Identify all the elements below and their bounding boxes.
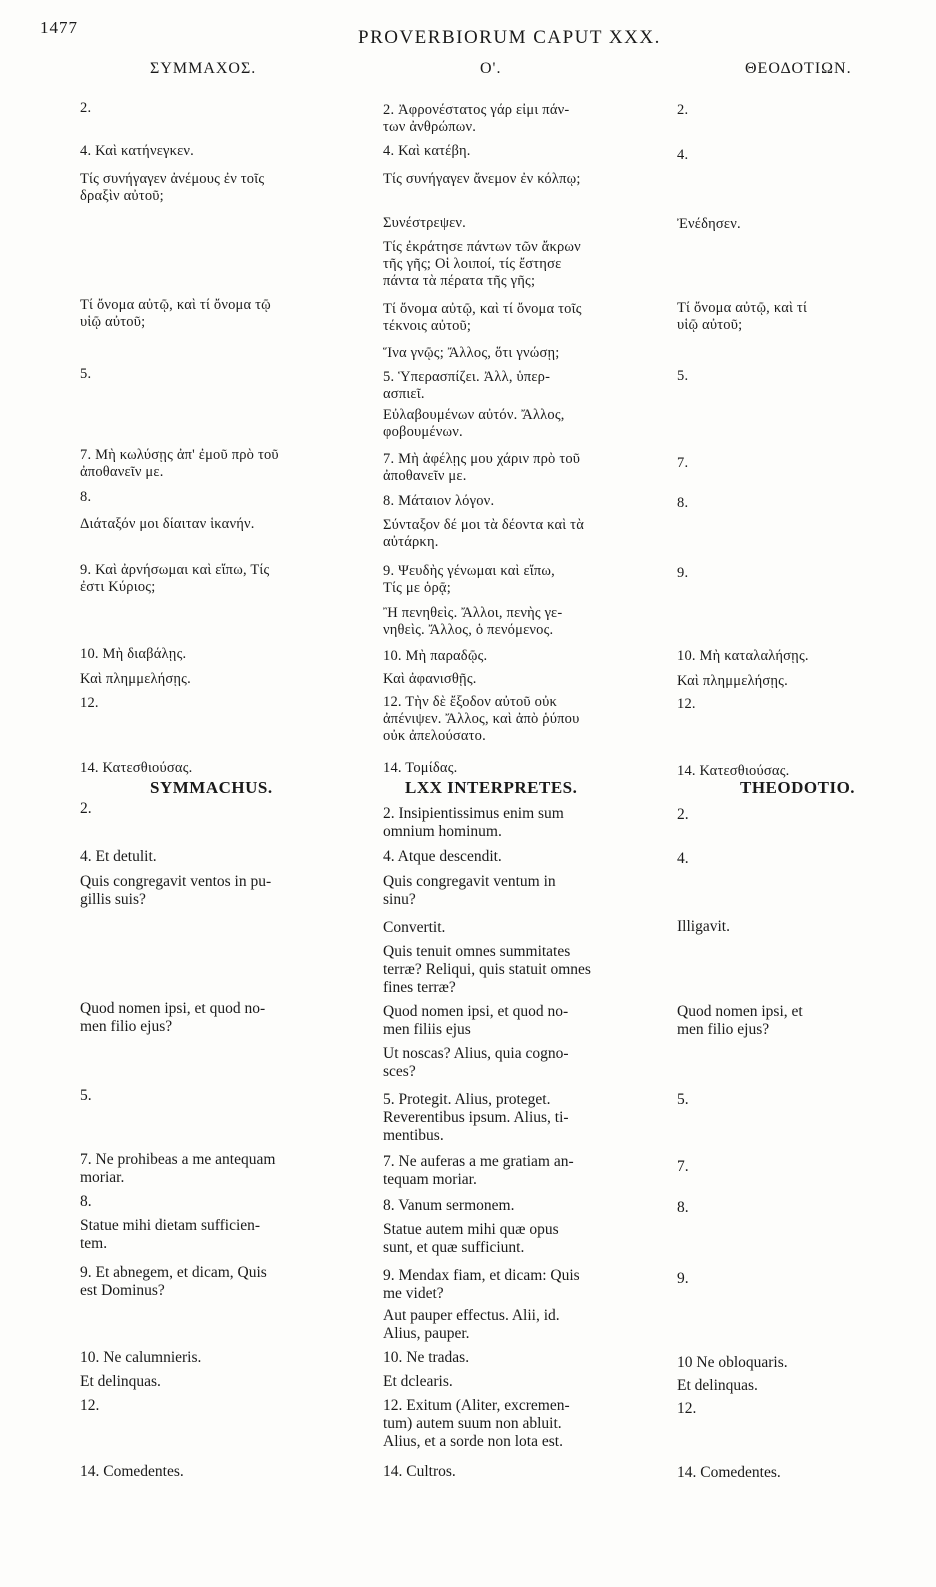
greek-symmachus-entry: 4. Καὶ κατήνεγκεν. <box>80 143 194 159</box>
latin-lxx-entry: 7. Ne auferas a me gratiam an- tequam moriar. <box>383 1153 574 1188</box>
latin-theodotion-entry: 9. <box>677 1270 689 1287</box>
greek-lxx-entry: 2. Ἀφρονέστατος γάρ εἰμι πάν- των ἀνθρώπων. <box>383 102 570 135</box>
greek-symmachus-entry: Τίς συνήγαγεν ἀνέμους ἐν τοῖς δραξὶν αὐτοῦ; <box>80 171 265 204</box>
greek-lxx-entry: Τί ὄνομα αὐτῷ, καὶ τί ὄνομα τοῖς τέκνοις αὐτοῦ; <box>383 301 582 334</box>
latin-lxx-entry: 10. Ne tradas. <box>383 1349 470 1366</box>
greek-lxx-entry: Συνέστρεψεν. <box>383 215 466 231</box>
latin-lxx-entry: Ut noscas? Alius, quia cogno- sces? <box>383 1045 569 1080</box>
latin-theodotion-entry: Et delinquas. <box>677 1377 758 1394</box>
greek-lxx-entry: 12. Τὴν δὲ ἔξοδον αὐτοῦ οὐκ ἀπένιψεν. Ἄλλος, καὶ ἀπὸ ῥύπου οὐκ ἀπελούσατο. <box>383 694 580 744</box>
greek-symmachus-entry: 12. <box>80 695 99 711</box>
latin-theodotion-entry: 2. <box>677 806 689 823</box>
greek-theodotion-entry: 12. <box>677 696 696 712</box>
latin-lxx-entry: Quod nomen ipsi, et quod no- men filiis ejus <box>383 1003 569 1038</box>
greek-symmachus-entry: 9. Καὶ ἀρνήσωμαι καὶ εἴπω, Τίς ἐστι Κύριος; <box>80 562 270 595</box>
latin-theodotion-entry: 12. <box>677 1400 697 1417</box>
greek-header-symmachus: ΣΥΜΜΑΧΟΣ. <box>150 60 257 77</box>
latin-lxx-entry: 14. Cultros. <box>383 1463 456 1480</box>
latin-header-theodotion: THEODOTIO. <box>740 778 856 797</box>
greek-header-theodotion: ΘΕΟΔΟΤΙΩΝ. <box>745 60 852 77</box>
greek-theodotion-entry: 8. <box>677 495 689 511</box>
greek-lxx-entry: Εὐλαβουμένων αὐτόν. Ἄλλος, φοβουμένων. <box>383 407 565 440</box>
greek-symmachus-entry: 7. Μὴ κωλύσῃς ἀπ' ἐμοῦ πρὸ τοῦ ἀποθανεῖν με. <box>80 447 279 480</box>
latin-lxx-entry: 12. Exitum (Aliter, excremen- tum) autem suum non abluit. Alius, et a sorde non lota est. <box>383 1397 570 1450</box>
latin-theodotion-entry: 5. <box>677 1091 689 1108</box>
latin-lxx-entry: Quis congregavit ventum in sinu? <box>383 873 556 908</box>
latin-theodotion-entry: 8. <box>677 1199 689 1216</box>
latin-symmachus-entry: 7. Ne prohibeas a me antequam moriar. <box>80 1151 276 1186</box>
latin-symmachus-entry: Et delinquas. <box>80 1373 161 1390</box>
latin-lxx-entry: Statue autem mihi quæ opus sunt, et quæ sufficiunt. <box>383 1221 559 1256</box>
greek-symmachus-entry: 5. <box>80 366 92 382</box>
greek-lxx-entry: Ἵνα γνῷς; Ἄλλος, ὅτι γνώσῃ; <box>383 345 560 361</box>
greek-theodotion-entry: 4. <box>677 147 689 163</box>
running-head: PROVERBIORUM CAPUT XXX. <box>358 27 661 48</box>
latin-lxx-entry: 9. Mendax fiam, et dicam: Quis me videt? <box>383 1267 580 1302</box>
greek-lxx-entry: Ἢ πενηθεὶς. Ἄλλοι, πενὴς γε- νηθεὶς. Ἄλλος, ὁ πενόμενος. <box>383 605 563 638</box>
greek-header-lxx: O'. <box>480 60 502 77</box>
greek-lxx-entry: 8. Μάταιον λόγον. <box>383 493 495 509</box>
latin-symmachus-entry: 9. Et abnegem, et dicam, Quis est Dominus? <box>80 1264 267 1299</box>
latin-lxx-entry: Aut pauper effectus. Alii, id. Alius, pauper. <box>383 1307 560 1342</box>
latin-lxx-entry: 5. Protegit. Alius, proteget. <box>383 1091 551 1108</box>
greek-theodotion-entry: 5. <box>677 368 689 384</box>
latin-symmachus-entry: 5. <box>80 1087 92 1104</box>
latin-symmachus-entry: 14. Comedentes. <box>80 1463 184 1480</box>
latin-symmachus-entry: 12. <box>80 1397 100 1414</box>
latin-symmachus-entry: Statue mihi dietam sufficien- tem. <box>80 1217 261 1252</box>
latin-theodotion-entry: 4. <box>677 850 689 867</box>
greek-theodotion-entry: 7. <box>677 455 689 471</box>
latin-theodotion-entry: Quod nomen ipsi, et men filio ejus? <box>677 1003 803 1038</box>
greek-symmachus-entry: Διάταξόν μοι δίαιταν ἱκανήν. <box>80 516 255 532</box>
greek-lxx-entry: Τίς ἐκράτησε πάντων τῶν ἄκρων τῆς γῆς; Οἱ λοιποί, τίς ἔστησε πάντα τὰ πέρατα τῆς γῆς; <box>383 239 581 289</box>
greek-lxx-entry: 4. Καὶ κατέβη. <box>383 143 471 159</box>
greek-symmachus-entry: 2. <box>80 100 92 116</box>
latin-symmachus-entry: 8. <box>80 1193 92 1210</box>
latin-lxx-entry: 8. Vanum sermonem. <box>383 1197 515 1214</box>
greek-lxx-entry: 10. Μὴ παραδῷς. <box>383 648 488 664</box>
latin-header-symmachus: SYMMACHUS. <box>150 778 273 797</box>
greek-lxx-entry: 9. Ψευδὴς γένωμαι καὶ εἴπω, Τίς με ὁρᾷ; <box>383 563 555 596</box>
greek-lxx-entry: Σύνταξον δέ μοι τὰ δέοντα καὶ τὰ αὐτάρκη. <box>383 517 585 550</box>
greek-theodotion-entry: 2. <box>677 102 689 118</box>
greek-theodotion-entry: Καὶ πλημμελήσῃς. <box>677 673 788 689</box>
greek-symmachus-entry: Καὶ πλημμελήσῃς. <box>80 671 191 687</box>
greek-theodotion-entry: 14. Κατεσθιούσας. <box>677 763 790 779</box>
greek-symmachus-entry: 8. <box>80 489 92 505</box>
greek-symmachus-entry: Τί ὄνομα αὐτῷ, καὶ τί ὄνομα τῷ υἱῷ αὐτοῦ; <box>80 297 271 330</box>
latin-lxx-entry: 2. Insipientissimus enim sum omnium hominum. <box>383 805 564 840</box>
latin-theodotion-entry: 7. <box>677 1158 689 1175</box>
greek-lxx-entry: Τίς συνήγαγεν ἄνεμον ἐν κόλπῳ; <box>383 171 581 187</box>
latin-symmachus-entry: 4. Et detulit. <box>80 848 157 865</box>
latin-theodotion-entry: 10 Ne obloquaris. <box>677 1354 788 1371</box>
greek-symmachus-entry: 14. Κατεσθιούσας. <box>80 760 193 776</box>
latin-lxx-entry: Et dclearis. <box>383 1373 453 1390</box>
latin-lxx-entry: 4. Atque descendit. <box>383 848 502 865</box>
latin-symmachus-entry: 2. <box>80 800 92 817</box>
greek-lxx-entry: 7. Μὴ ἀφέλῃς μου χάριν πρὸ τοῦ ἀποθανεῖν με. <box>383 451 581 484</box>
latin-lxx-entry: Quis tenuit omnes summitates terræ? Reliqui, quis statuit omnes fines terræ? <box>383 943 591 996</box>
latin-symmachus-entry: 10. Ne calumnieris. <box>80 1349 202 1366</box>
greek-theodotion-entry: 9. <box>677 565 689 581</box>
latin-theodotion-entry: Illigavit. <box>677 918 730 935</box>
greek-lxx-entry: 5. Ὑπερασπίζει. Ἀλλ, ὑπερ- ασπιεῖ. <box>383 369 551 402</box>
latin-theodotion-entry: 14. Comedentes. <box>677 1464 781 1481</box>
greek-lxx-entry: 14. Τομίδας. <box>383 760 458 776</box>
greek-theodotion-entry: 10. Μὴ καταλαλήσῃς. <box>677 648 809 664</box>
greek-lxx-entry: Καὶ ἀφανισθῇς. <box>383 671 477 687</box>
latin-lxx-entry: Convertit. <box>383 919 446 936</box>
latin-symmachus-entry: Quis congregavit ventos in pu- gillis suis? <box>80 873 272 908</box>
latin-lxx-entry: Reverentibus ipsum. Alius, ti- mentibus. <box>383 1109 569 1144</box>
latin-header-lxx: LXX INTERPRETES. <box>405 778 578 797</box>
page-number: 1477 <box>40 18 78 37</box>
latin-symmachus-entry: Quod nomen ipsi, et quod no- men filio ejus? <box>80 1000 266 1035</box>
greek-symmachus-entry: 10. Μὴ διαβάλῃς. <box>80 646 187 662</box>
greek-theodotion-entry: Τί ὄνομα αὐτῷ, καὶ τί υἱῷ αὐτοῦ; <box>677 300 808 333</box>
greek-theodotion-entry: Ἐνέδησεν. <box>677 216 741 232</box>
